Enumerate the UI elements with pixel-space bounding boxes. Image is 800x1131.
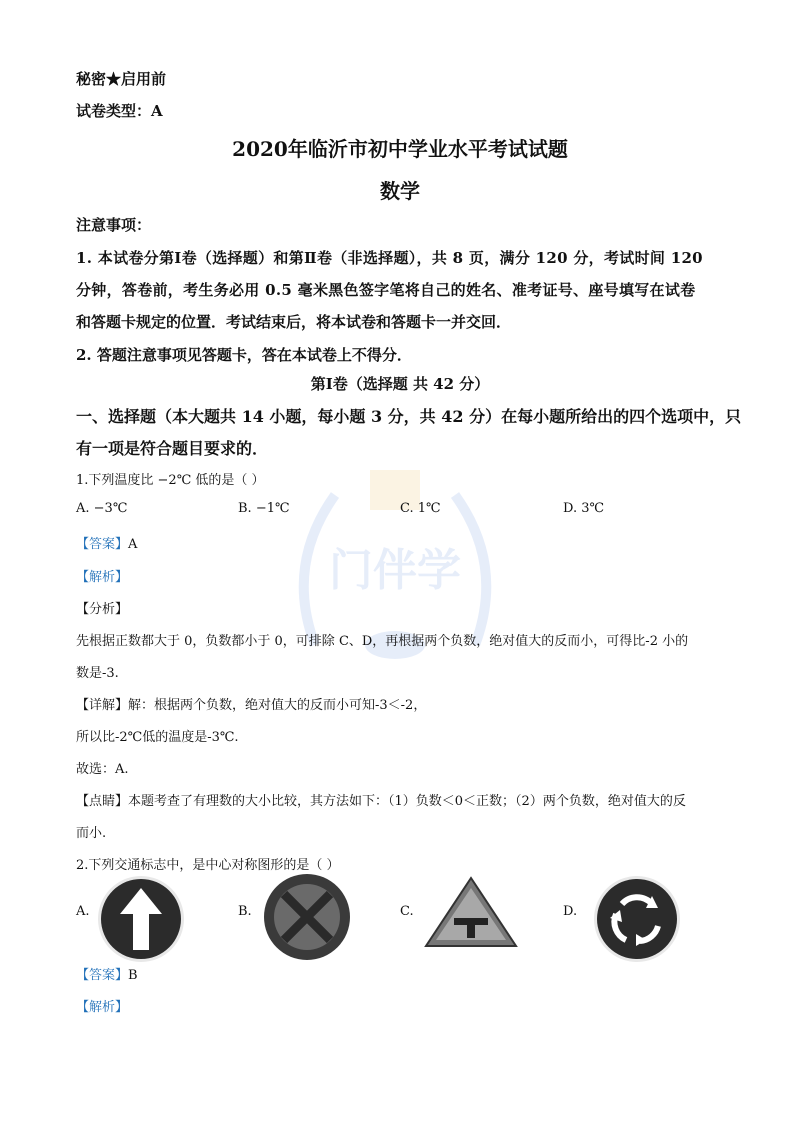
q1-dianjing-cont: 而小.	[76, 826, 107, 841]
notice-heading: 注意事项：	[76, 216, 152, 234]
no-stopping-sign-icon	[262, 872, 352, 962]
subject-title: 数学	[380, 179, 420, 203]
notice-item-1: 1. 本试卷分第Ⅰ卷（选择题）和第Ⅱ卷（非选择题），共 8 页，满分 120 分，考试时间 120	[76, 249, 703, 267]
notice-item-2: 2. 答题注意事项见答题卡，答在本试卷上不得分．	[76, 346, 412, 364]
q2-analysis-tag: 【解析】	[76, 1000, 129, 1015]
t-junction-sign-icon	[424, 876, 518, 948]
roundabout-sign-icon	[592, 874, 682, 964]
q1-choose: 故选：A.	[76, 762, 129, 777]
q1-option-a: A. −3℃	[76, 501, 128, 516]
section-intro: 一、选择题（本大题共 14 小题，每小题 3 分，共 42 分）在每小题所给出的四个选项中，只	[76, 407, 742, 426]
q2-stem: 2.下列交通标志中，是中心对称图形的是（ ）	[76, 858, 340, 873]
q2-answer-line	[76, 964, 138, 983]
q2-option-c-label: C.	[400, 904, 414, 919]
q1-detail: 【详解】解：根据两个负数，绝对值大的反而小可知-3＜-2，	[76, 698, 427, 713]
q2-option-b-label: B.	[238, 904, 252, 919]
section-title: 第Ⅰ卷（选择题 共 42 分）	[310, 375, 490, 393]
watermark-text: 门伴学	[329, 546, 461, 595]
arrow-up-sign-icon	[96, 874, 186, 964]
q1-stem: 1.下列温度比 −2℃ 低的是（ ）	[76, 473, 265, 488]
q2-answer-tag: 【答案】	[76, 968, 129, 983]
notice-item-1-cont2: 和答题卡规定的位置．考试结束后，将本试卷和答题卡一并交回．	[76, 313, 512, 331]
q1-fenxi-tag: 【分析】	[76, 602, 129, 617]
secret-label: 秘密★启用前	[76, 70, 167, 88]
page-title: 2020年临沂市初中学业水平考试试题	[232, 137, 568, 161]
q2-option-d-label: D.	[563, 904, 578, 919]
notice-item-1-cont: 分钟，答卷前，考生务必用 0.5 毫米黑色签字笔将自己的姓名、准考证号、座号填写在试卷	[76, 281, 696, 299]
q1-answer: A	[128, 537, 138, 552]
q1-answer-line	[76, 533, 137, 552]
q1-dianjing: 【点睛】本题考查了有理数的大小比较，其方法如下：（1）负数＜0＜正数；（2）两个负数，绝对值大的反	[76, 794, 686, 809]
q1-option-b: B. −1℃	[238, 501, 290, 516]
q1-fenxi-text: 先根据正数都大于 0，负数都小于 0，可排除 C、D，再根据两个负数，绝对值大的反而小，可得比-2 小的	[76, 634, 689, 649]
q1-detail-cont: 所以比-2℃低的温度是-3℃.	[76, 730, 239, 745]
q1-analysis-tag: 【解析】	[76, 570, 129, 585]
watermark-logo	[275, 445, 515, 685]
q2-option-a-label: A.	[76, 904, 90, 919]
q1-option-c: C. 1℃	[400, 501, 441, 516]
q1-option-d: D. 3℃	[563, 501, 605, 516]
q1-answer-tag: 【答案】	[76, 537, 129, 552]
q1-fenxi-text-cont: 数是-3.	[76, 666, 119, 681]
paper-type: 试卷类型：A	[76, 102, 163, 120]
q2-answer: B	[128, 968, 138, 983]
section-intro-cont: 有一项是符合题目要求的．	[76, 439, 269, 458]
